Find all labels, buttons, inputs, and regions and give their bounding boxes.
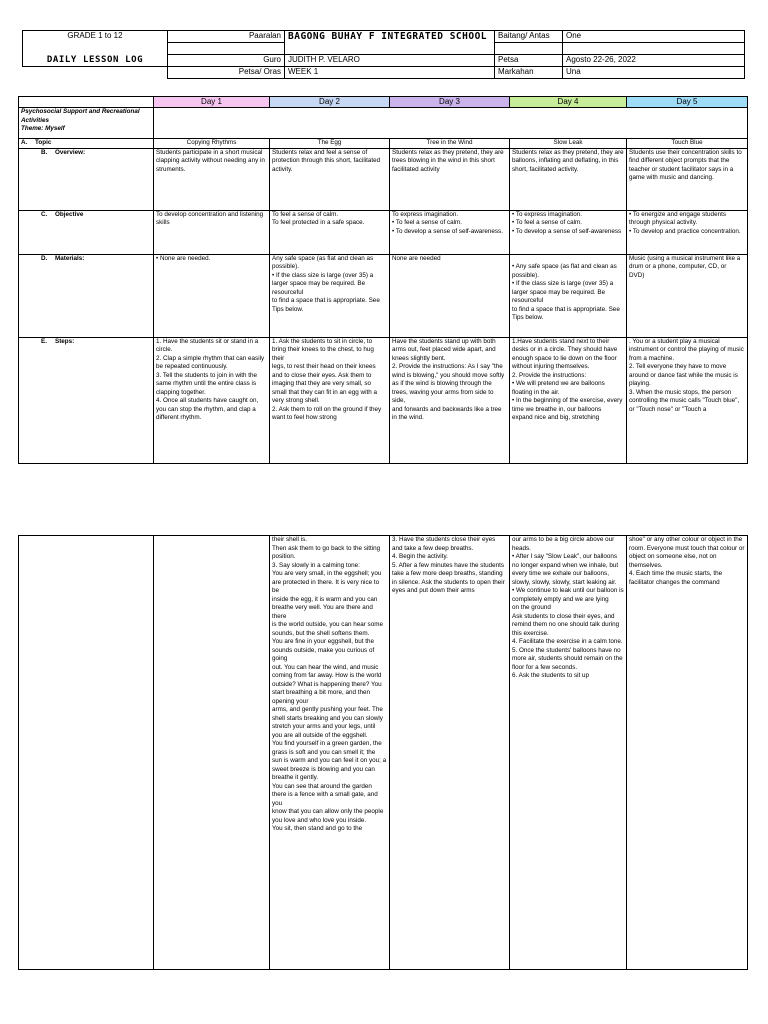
intro-blank [154,108,748,139]
header-table [22,30,745,79]
steps-continued-label-blank [19,536,154,970]
grade-cell [23,31,168,55]
objective-day-5: • To energize and engage students through physical activity. • To develop and practice concentration. [627,210,748,254]
overview-label: Overview: [55,148,86,156]
baitang-spacer-2 [563,43,745,55]
intro-row [19,108,748,139]
objective-row [19,210,748,254]
materials-day-5: Music (using a musical instrument like a drum or a phone, computer, CD, or DVD) [627,254,748,337]
overview-day-2: Students relax and feel a sense of protection through this short, facilitated activity. [270,148,390,210]
steps-label-cell [19,337,154,463]
topic-label-cell [19,139,154,149]
school-name: BAGONG BUHAY F INTEGRATED SCHOOL [285,31,495,55]
overview-day-4: Students relax as they pretend, they are balloons, inflating and deflating, in this short, facilitated activity. [510,148,627,210]
petsa-label: Petsa [495,55,563,67]
page-title: DAILY LESSON LOG [23,55,168,67]
materials-day-2: Any safe space (as flat and clean as possible). • If the class size is large (over 35) a larger space may be required. Be resourceful to find a space that is appropriate. See Tips below. [270,254,390,337]
continuation-grid [18,535,748,970]
overview-day-1: Students participate in a short musical clapping activity without needing any in struments. [154,148,270,210]
objective-label: Objective [55,210,84,218]
topic-day-1: Copying Rhythms [154,139,270,149]
overview-label-cell [19,148,154,210]
week-value: WEEK 1 [285,67,495,79]
materials-label-cell [19,254,154,337]
baitang-label: Baitang/ Antas [495,31,563,43]
day-header-row [19,97,748,108]
objective-day-2: To feel a sense of calm. To feel protected in a safe space. [270,210,390,254]
topic-tag: A. [21,139,28,146]
overview-day-3: Students relax as they pretend, they are trees blowing in the wind in this short facilitated activity [390,148,510,210]
objective-day-1: To develop concentration and listening skills [154,210,270,254]
day-1-header: Day 1 [154,97,270,108]
markahan-value: Una [563,67,745,79]
materials-label: Materials: [55,254,85,262]
intro-line-1: Psychosocial Support and Recreational Activities [21,108,140,124]
petsa-value: Agosto 22-26, 2022 [563,55,745,67]
steps-day-1: 1. Have the students sit or stand in a circle. 2. Clap a simple rhythm that can easily be repeated continuously. 3. Tell the students to join in with the same rhythm until the entire class is clapping together. 4. Once all students have caught on, you can stop the rhythm, and clap a different rhythm. [154,337,270,463]
steps-tag: E. [41,337,47,345]
overview-day-5: Students use their concentration skills to find different object prompts that the teacher or student facilitator says in a game with music and dancing. [627,148,748,210]
day-2-header: Day 2 [270,97,390,108]
topic-day-4: Slow Leak [510,139,627,149]
markahan-label: Markahan [495,67,563,79]
objective-label-cell [19,210,154,254]
steps-continued-day-3: 3. Have the students close their eyes and take a few deep breaths. 4. Begin the activity. 5. After a few minutes have the students take a few more deep breaths, standing in silence. Ask the students to open their eyes and put down their arms [390,536,510,970]
steps-continued-day-2: their shell is. Then ask them to go back to the sitting position. 3. Say slowly in a calming tone: You are very small, in the eggshell; you are protected in there. It is very nice to be inside the egg, it is warm and you can breathe very well. You are there and there is the world outside, you can hear some sounds, but the shell softens them. You are fine in your eggshell, but the sounds outside, make you curious of going out. You can hear the wind, and music coming from far away. How is the world outside? What is happening there? You start breathing a bit more, and then opening your arms, and gently pushing your feet. The shell starts breaking and you can slowly stretch your arms and your legs, until you are all outside of the eggshell. You find yourself in a green garden, the grass is soft and you can smell it; the sun is warm and you can feel it on you; a sweet breeze is blowing and you can breathe it gently. You can see that around the garden there is a fence with a small gate, and you know that you can allow only the people you love and who love you inside. You sit, then stand and go to the [270,536,390,970]
steps-continued-day-5: shoe" or any other colour or object in the room. Everyone must touch that colour or object on someone else, not on themselves. 4. Each time the music starts, the facilitator changes the command [627,536,748,970]
topic-label: Topic [35,139,52,146]
petsa-oras-label: Petsa/ Oras [168,67,285,79]
steps-label: Steps: [55,337,75,345]
day-header-blank [19,97,154,108]
materials-day-1: • None are needed. [154,254,270,337]
baitang-value: One [563,31,745,43]
objective-tag: C. [41,210,48,218]
guro-value: JUDITH P. VELARO [285,55,495,67]
guro-label: Guro [168,55,285,67]
steps-continued-day-1 [154,536,270,970]
intro-cell [19,108,154,139]
header-blank [23,67,168,79]
topic-day-2: The Egg [270,139,390,149]
grade-label: GRADE 1 to 12 [67,31,123,40]
objective-day-4: • To express imagination. • To feel a sense of calm. • To develop a sense of self-awareness [510,210,627,254]
paaralan-label: Paaralan [168,31,285,43]
day-3-header: Day 3 [390,97,510,108]
objective-day-3: To express imagination. • To feel a sense of calm. • To develop a sense of self-awareness. [390,210,510,254]
overview-row [19,148,748,210]
paaralan-spacer [168,43,285,55]
topic-day-3: Tree in the Wind [390,139,510,149]
steps-day-4: 1.Have students stand next to their desks or in a circle. They should have enough space to lie down on the floor without injuring themselves. 2. Provide the instructions: • We will pretend we are balloons floating in the air. • In the beginning of the exercise, every time we breathe in, our balloons expand nice and big, stretching [510,337,627,463]
steps-row [19,337,748,463]
steps-day-3: Have the students stand up with both arms out, feet placed wide apart, and knees slightly bent. 2. Provide the instructions: As I say "the wind is blowing," you should move softly as if the wind is blowing through the trees, waving your arms from side to side, and forwards and backwards like a tree in the wind. [390,337,510,463]
intro-theme: Theme: Myself [21,125,65,132]
materials-row [19,254,748,337]
steps-continued-row [19,536,748,970]
lesson-grid [18,96,748,464]
topic-row [19,139,748,149]
steps-day-2: 1. Ask the students to sit in circle, to bring their knees to the chest, to hug their legs, to rest their head on their knees and to close their eyes. Ask them to imaging that they are very small, so small that they can fit in an egg with a very strong shell. 2. Ask them to roll on the ground if they want to feel how strong [270,337,390,463]
day-4-header: Day 4 [510,97,627,108]
steps-day-5: . You or a student play a musical instrument or control the playing of music from a machine. 2. Tell everyone they have to move around or dance fast while the music is playing. 3. When the music stops, the person controlling the music calls "Touch blue", or "Touch nose" or "Touch a [627,337,748,463]
steps-continued-day-4: our arms to be a big circle above our heads. • After I say "Slow Leak", our balloons no longer expand when we inhale, but every time we exhale our balloons, slowly, slowly, slowly, start leaking air. • We continue to leak until our balloon is completely empty and we are lying on the ground Ask students to close their eyes, and remind them no one should talk during this exercise. 4. Facilitate the exercise in a calm tone. 5. Once the students' balloons have no more air, students should remain on the floor for a few seconds. 6. Ask the students to sit up [510,536,627,970]
overview-tag: B. [41,148,48,156]
materials-tag: D. [41,254,48,262]
baitang-spacer [495,43,563,55]
materials-day-4: • Any safe space (as flat and clean as possible). • If the class size is large (over 35) a larger space may be required. Be resourceful to find a space that is appropriate. See Tips below. [510,254,627,337]
day-5-header: Day 5 [627,97,748,108]
topic-day-5: Touch Blue [627,139,748,149]
materials-day-3: None are needed [390,254,510,337]
